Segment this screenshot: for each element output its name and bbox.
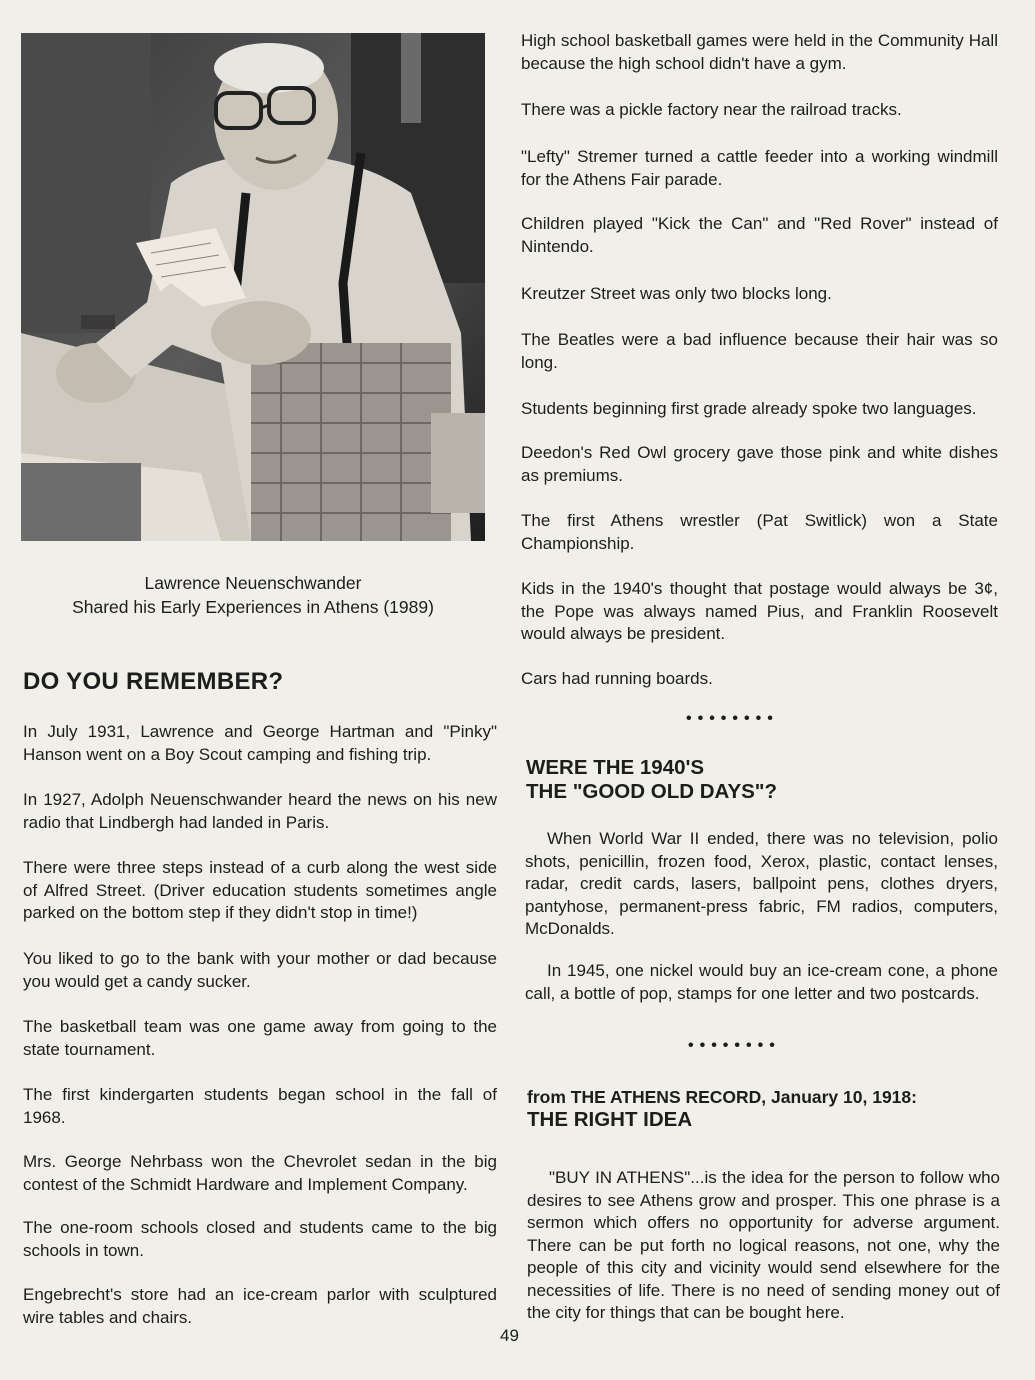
remember-item: The first Athens wrestler (Pat Switlick) won a State Championship. bbox=[521, 511, 998, 553]
remember-item: Cars had running boards. bbox=[521, 669, 713, 688]
remember-item: There was a pickle factory near the railroad tracks. bbox=[521, 100, 902, 119]
caption-name: Lawrence Neuenschwander bbox=[144, 573, 362, 593]
remember-item: Children played "Kick the Can" and "Red Rover" instead of Nintendo. bbox=[521, 214, 998, 256]
photo-lawrence-neuenschwander bbox=[21, 33, 485, 541]
photo-caption bbox=[21, 571, 485, 619]
heading-line: WERE THE 1940'S bbox=[526, 756, 705, 779]
remember-item: "Lefty" Stremer turned a cattle feeder into a working windmill for the Athens Fair parade. bbox=[521, 147, 998, 189]
remember-item: Kids in the 1940's thought that postage would always be 3¢, the Pope was always named Pius, and Franklin Roosevelt would always be president. bbox=[521, 579, 998, 643]
good-old-days-paragraph: When World War II ended, there was no television, polio shots, penicillin, frozen food, Xerox, plastic, contact lenses, radar, credit cards, lasers, ballpoint pens, clothes dryers, pantyhose, permanent-press fabric, FM radios, computers, McDonalds. bbox=[525, 829, 998, 938]
heading-line: THE "GOOD OLD DAYS"? bbox=[526, 780, 778, 803]
remember-item: High school basketball games were held in the Community Hall because the high school didn't have a gym. bbox=[521, 31, 998, 73]
record-title: THE RIGHT IDEA bbox=[527, 1108, 693, 1131]
remember-item: In July 1931, Lawrence and George Hartman and "Pinky" Hanson went on a Boy Scout camping and fishing trip. bbox=[23, 722, 497, 764]
remember-item: The one-room schools closed and students came to the big schools in town. bbox=[23, 1218, 497, 1260]
remember-item: Engebrecht's store had an ice-cream parlor with sculptured wire tables and chairs. bbox=[23, 1285, 497, 1327]
good-old-days-heading bbox=[526, 756, 777, 804]
separator-dots: •••••••• bbox=[688, 1037, 781, 1054]
remember-item: You liked to go to the bank with your mother or dad because you would get a candy sucker. bbox=[23, 949, 497, 991]
remember-item: Deedon's Red Owl grocery gave those pink and white dishes as premiums. bbox=[521, 443, 998, 485]
good-old-days-paragraph: In 1945, one nickel would buy an ice-cream cone, a phone call, a bottle of pop, stamps for one letter and two postcards. bbox=[525, 961, 998, 1003]
do-you-remember-heading: DO YOU REMEMBER? bbox=[23, 668, 284, 695]
page-number: 49 bbox=[500, 1326, 519, 1345]
remember-item: The Beatles were a bad influence because their hair was so long. bbox=[521, 330, 998, 372]
caption-description: Shared his Early Experiences in Athens (1989) bbox=[72, 597, 434, 617]
photo-illustration bbox=[21, 33, 485, 541]
remember-item: Mrs. George Nehrbass won the Chevrolet sedan in the big contest of the Schmidt Hardware and Implement Company. bbox=[23, 1152, 497, 1194]
record-body: "BUY IN ATHENS"...is the idea for the person to follow who desires to see Athens grow and prosper. This one phrase is a sermon which offers no opportunity for adverse argument. There can be put forth no logical reasons, not one, why the people of this city and vicinity would send elsewhere for the necessities of life. There is no need of sending money out of the city for things that can be bought here. bbox=[527, 1168, 1000, 1322]
remember-item: Kreutzer Street was only two blocks long. bbox=[521, 284, 832, 303]
record-source: from THE ATHENS RECORD, January 10, 1918: bbox=[527, 1087, 917, 1107]
remember-item: There were three steps instead of a curb along the west side of Alfred Street. (Driver education students sometimes angle parked on the bottom step if they didn't stop in time!) bbox=[23, 858, 497, 922]
remember-item: The first kindergarten students began school in the fall of 1968. bbox=[23, 1085, 497, 1127]
remember-item: Students beginning first grade already spoke two languages. bbox=[521, 399, 977, 418]
separator-dots: •••••••• bbox=[686, 710, 779, 727]
remember-item: In 1927, Adolph Neuenschwander heard the news on his new radio that Lindbergh had landed in Paris. bbox=[23, 790, 497, 832]
remember-item: The basketball team was one game away from going to the state tournament. bbox=[23, 1017, 497, 1059]
